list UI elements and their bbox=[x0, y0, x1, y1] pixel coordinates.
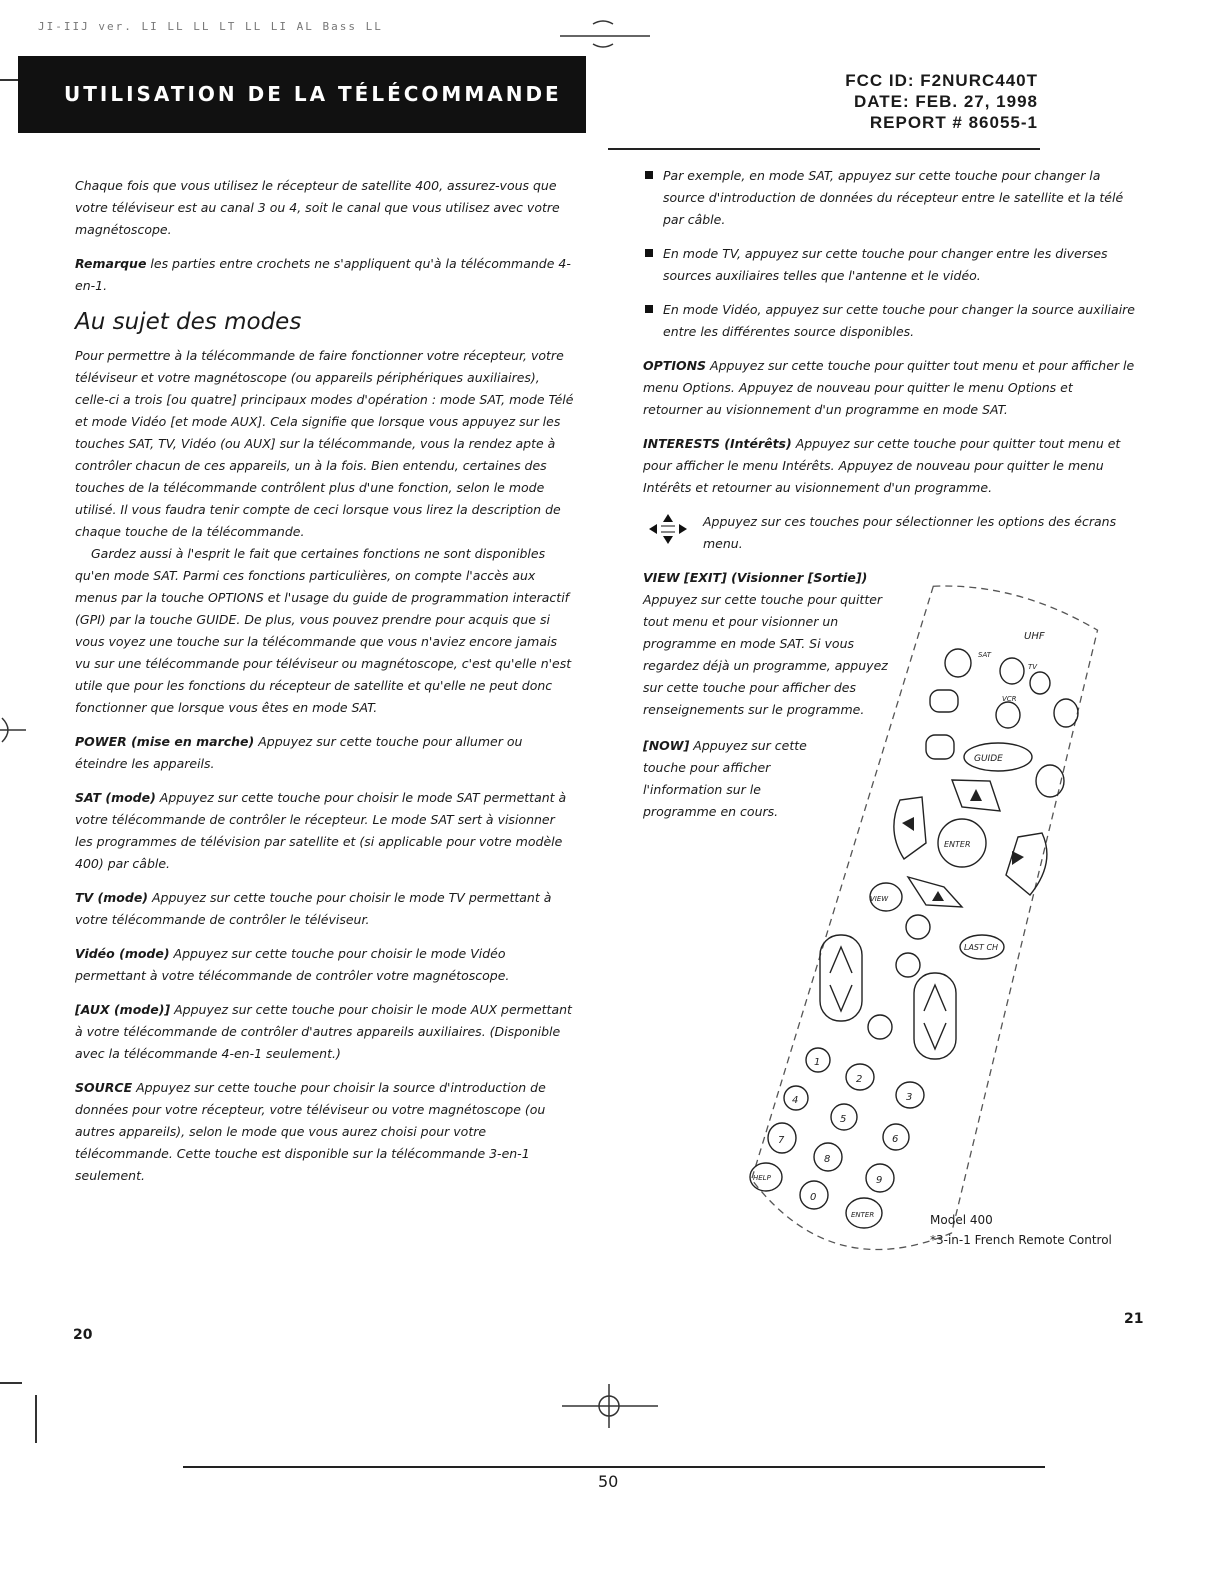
arrows-text: Appuyez sur ces touches pour sélectionner les options des écrans menu. bbox=[703, 514, 1117, 551]
remote-label: LAST CH bbox=[964, 943, 999, 952]
remarque-lead: Remarque bbox=[75, 256, 147, 271]
corner-mark bbox=[0, 1375, 40, 1445]
key-lead: Vidéo (mode) bbox=[75, 946, 170, 961]
remote-label: SAT bbox=[978, 651, 991, 659]
fcc-report: REPORT # 86055-1 bbox=[869, 113, 1038, 132]
remote-label: VIEW bbox=[870, 895, 889, 903]
bullet-item bbox=[643, 299, 1135, 343]
key-text: Appuyez sur cette touche pour allumer ou éteindre les appareils. bbox=[75, 734, 523, 771]
bullet-square-icon bbox=[645, 249, 653, 257]
remote-digit: 2 bbox=[856, 1074, 863, 1085]
scan-header-text: JI-IIJ ver. LI LL LL LT LL LI AL Bass LL bbox=[38, 20, 383, 33]
remote-label: ENTER bbox=[944, 840, 971, 849]
key-video bbox=[75, 943, 575, 987]
key-lead: SOURCE bbox=[75, 1080, 133, 1095]
remarque-paragraph bbox=[75, 253, 575, 297]
key-sat bbox=[75, 787, 575, 875]
remote-label: GUIDE bbox=[974, 754, 1003, 764]
key-text: Appuyez sur cette touche pour choisir le mode SAT permettant à votre télécommande de contrôler le récepteur. Le mode SAT sert à visionner les programmes de télévision par satellite et (si applicable pour votre modèle 400) par câble. bbox=[75, 790, 567, 871]
remote-digit: 0 bbox=[810, 1192, 817, 1203]
remote-label: HELP bbox=[753, 1174, 771, 1182]
view-lead: VIEW [EXIT] (Visionner [Sortie]) bbox=[643, 570, 868, 585]
bullet-text: En mode TV, appuyez sur cette touche pour changer entre les diverses sources auxiliaires telles que l'antenne et le vidéo. bbox=[663, 246, 1108, 283]
arrows-description bbox=[643, 511, 1135, 555]
remote-control-illustration bbox=[690, 575, 1150, 1315]
now-text: Appuyez sur cette touche pour afficher l'information sur le programme en cours. bbox=[643, 738, 807, 819]
key-lead: [AUX (mode)] bbox=[75, 1002, 171, 1017]
bullet-item bbox=[643, 165, 1135, 231]
left-column bbox=[75, 175, 575, 1199]
registration-mark-top bbox=[555, 14, 655, 54]
view-text: Appuyez sur cette touche pour quitter tout menu et pour visionner un programme en mode SAT. Si vous regardez déjà un programme, appuyez sur cette touche pour afficher des renseignements sur le programme. bbox=[643, 592, 888, 717]
remote-digit: 1 bbox=[814, 1057, 821, 1068]
key-lead: SAT (mode) bbox=[75, 790, 156, 805]
page-number-bottom: 50 bbox=[598, 1472, 619, 1491]
bullet-text: Par exemple, en mode SAT, appuyez sur cette touche pour changer la source d'introduction de données du récepteur entre le satellite et la télé par câble. bbox=[663, 168, 1124, 227]
bullet-item bbox=[643, 243, 1135, 287]
bullet-text: En mode Vidéo, appuyez sur cette touche pour changer la source auxiliaire entre les différentes source disponibles. bbox=[663, 302, 1135, 339]
fcc-id: FCC ID: F2NURC440T bbox=[845, 71, 1038, 90]
fcc-date: DATE: FEB. 27, 1998 bbox=[853, 92, 1038, 111]
registration-mark-bottom bbox=[560, 1382, 660, 1432]
caption-description: *3-in-1 French Remote Control bbox=[930, 1233, 1112, 1247]
interests-text: Appuyez sur cette touche pour quitter tout menu et pour afficher le menu Intérêts. Appuyez de nouveau pour quitter le menu Intérêts et retourner au visionnement d'un programme. bbox=[643, 436, 1121, 495]
bullet-square-icon bbox=[645, 305, 653, 313]
remote-digit: 5 bbox=[840, 1114, 847, 1125]
key-aux bbox=[75, 999, 575, 1065]
remote-label: UHF bbox=[1024, 631, 1045, 642]
remarque-text: les parties entre crochets ne s'appliquent qu'à la télécommande 4-en-1. bbox=[75, 256, 571, 293]
key-power bbox=[75, 731, 575, 775]
key-source bbox=[75, 1077, 575, 1187]
section-heading: Au sujet des modes bbox=[75, 309, 302, 335]
page-number-left: 20 bbox=[73, 1327, 93, 1343]
interests-lead: INTERESTS (Intérêts) bbox=[643, 436, 792, 451]
page-number-right: 21 bbox=[1124, 1311, 1144, 1327]
key-tv bbox=[75, 887, 575, 931]
interests-paragraph bbox=[643, 433, 1135, 499]
key-lead: TV (mode) bbox=[75, 890, 149, 905]
modes-paragraph-2: Gardez aussi à l'esprit le fait que certaines fonctions ne sont disponibles qu'en mode SAT. Parmi ces fonctions particulières, on compte l'accès aux menus par la touche OPTIONS et l'usage du guide de programmation interactif (GPI) par la touche GUIDE. De plus, vous pouvez prendre pour acquis que si vous voyez une touche sur la télécommande que vous n'aviez encore jamais vu sur une télécommande pour téléviseur ou magnétoscope, c'est qu'elle n'est utile que pour les fonctions du récepteur de satellite et qu'elle ne peut donc fonctionner que lorsque vous êtes en mode SAT. bbox=[75, 546, 572, 715]
remote-digit: 8 bbox=[824, 1154, 831, 1165]
side-crosshair bbox=[0, 716, 30, 746]
options-text: Appuyez sur cette touche pour quitter tout menu et pour afficher le menu Options. Appuyez de nouveau pour quitter le menu Options et retourner au visionnement d'un programme en mode SAT. bbox=[643, 358, 1135, 417]
key-text: Appuyez sur cette touche pour choisir le mode Vidéo permettant à votre télécommande de contrôler votre magnétoscope. bbox=[75, 946, 510, 983]
figure-caption bbox=[930, 1210, 1112, 1250]
remote-label: TV bbox=[1028, 663, 1038, 671]
remote-digit: 4 bbox=[792, 1095, 799, 1106]
remote-label: VCR bbox=[1002, 695, 1017, 703]
arrow-keys-icon bbox=[643, 511, 703, 554]
now-lead: [NOW] bbox=[643, 738, 690, 753]
key-lead: POWER (mise en marche) bbox=[75, 734, 255, 749]
remote-digit: 7 bbox=[778, 1135, 785, 1146]
options-paragraph bbox=[643, 355, 1135, 421]
bullet-square-icon bbox=[645, 171, 653, 179]
options-lead: OPTIONS bbox=[643, 358, 707, 373]
section-banner: UTILISATION DE LA TÉLÉCOMMANDE bbox=[18, 56, 586, 133]
key-text: Appuyez sur cette touche pour choisir le mode TV permettant à votre télécommande de contrôler le téléviseur. bbox=[75, 890, 552, 927]
remote-digit: 6 bbox=[892, 1134, 899, 1145]
remote-digit: 9 bbox=[876, 1175, 883, 1186]
caption-model: Model 400 bbox=[930, 1213, 993, 1227]
remote-digit: 3 bbox=[906, 1092, 913, 1103]
fcc-info bbox=[845, 70, 1038, 133]
modes-paragraph-1: Pour permettre à la télécommande de faire fonctionner votre récepteur, votre téléviseur et votre magnétoscope (ou appareils périphériques auxiliaires), celle-ci a trois [ou quatre] principaux modes d'opération : mode SAT, mode Télé et mode Vidéo [et mode AUX]. Cela signifie que lorsque vous appuyez sur les touches SAT, TV, Vidéo (ou AUX] sur la télécommande, vous la rendez apte à contrôler chacun de ces appareils, un à la fois. Bien entendu, certaines des touches de la télécommande contrôlent plus d'une fonction, selon le mode utilisé. Il vous faudra tenir compte de ceci lorsque vous lirez la description de chaque touche de la télécommande. bbox=[75, 348, 574, 539]
footer-rule bbox=[183, 1466, 1045, 1468]
intro-paragraph: Chaque fois que vous utilisez le récepteur de satellite 400, assurez-vous que votre téléviseur est au canal 3 ou 4, soit le canal que vous utilisez avec votre magnétoscope. bbox=[75, 178, 560, 237]
key-text: Appuyez sur cette touche pour choisir le mode AUX permettant à votre télécommande de contrôler d'autres appareils auxiliaires. (Disponible avec la télécommande 4-en-1 seulement.) bbox=[75, 1002, 572, 1061]
header-rule bbox=[608, 148, 1040, 150]
key-text: Appuyez sur cette touche pour choisir la source d'introduction de données pour votre récepteur, votre téléviseur ou votre magnétoscope (ou autres appareils), selon le mode que vous aurez choisi pour votre télécommande. Cette touche est disponible sur la télécommande 3-en-1 seulement. bbox=[75, 1080, 546, 1183]
remote-label: ENTER bbox=[851, 1211, 875, 1219]
